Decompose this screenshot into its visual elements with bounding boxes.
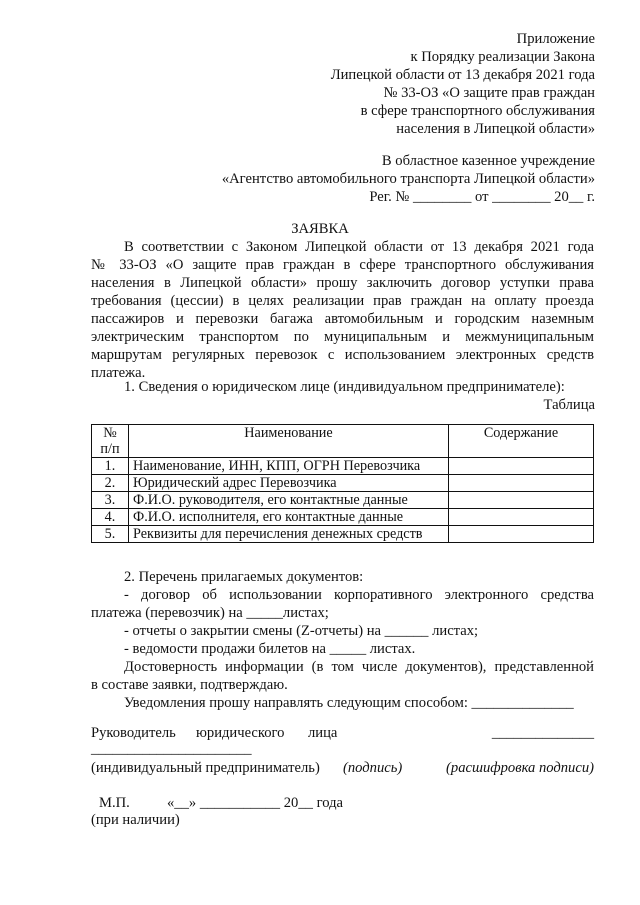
appendix-header: [331, 30, 595, 138]
header-name: Наименование: [129, 425, 449, 458]
signatory-word: лица: [308, 725, 338, 741]
header-line: в сфере транспортного обслуживания: [360, 103, 595, 119]
table-row: [92, 526, 594, 543]
signatory-word: юридического: [196, 725, 285, 741]
header-num: № п/п: [92, 425, 129, 458]
document-item: платежа (перевозчик) на _____листах;: [91, 605, 329, 621]
row-name: Ф.И.О. исполнителя, его контактные данные: [129, 509, 449, 526]
table-label: Таблица: [543, 397, 595, 413]
row-num: 3.: [92, 492, 129, 509]
intro-line: № 33-ОЗ «О защите прав граждан в сфере транспортного обслуживания: [91, 257, 594, 273]
stamp-date: «__» ___________ 20__ года: [167, 795, 343, 811]
row-name: Юридический адрес Перевозчика: [129, 475, 449, 492]
intro-line: маршрутам регулярных перевозок с использованием электронных средств: [91, 347, 594, 363]
row-content[interactable]: [449, 526, 594, 543]
section-1-heading: 1. Сведения о юридическом лице (индивидуальном предпринимателе):: [124, 379, 565, 395]
signatory-word: Руководитель: [91, 725, 176, 741]
registration-line: Рег. № ________ от ________ 20__ г.: [369, 189, 595, 205]
header-line: Липецкой области от 13 декабря 2021 года: [330, 67, 595, 83]
document-item: - договор об использовании корпоративного электронного средства: [124, 587, 594, 603]
document-item: - ведомости продажи билетов на _____ листах.: [124, 641, 416, 657]
header-line: населения в Липецкой области»: [396, 121, 595, 137]
table-row: [92, 509, 594, 526]
intro-line: электрическим транспортом по муниципальным и межмуниципальным: [91, 329, 594, 345]
signatory-role: (индивидуальный предприниматель): [91, 760, 320, 776]
confirmation-line: Достоверность информации (в том числе документов), представленной: [124, 659, 594, 675]
intro-line: пассажиров и перевозки багажа автомобильным и городским наземным: [91, 311, 594, 327]
header-line: № 33-ОЗ «О защите прав граждан: [383, 85, 595, 101]
intro-paragraph: [91, 238, 594, 382]
addressee-line: В областное казенное учреждение: [381, 153, 595, 169]
table-row: [92, 492, 594, 509]
documents-list: [91, 586, 594, 712]
row-content[interactable]: [449, 509, 594, 526]
section-2-heading: 2. Перечень прилагаемых документов:: [124, 569, 364, 585]
header-line: к Порядку реализации Закона: [410, 49, 595, 65]
row-num: 5.: [92, 526, 129, 543]
signature-caption: (подпись): [343, 760, 403, 776]
carrier-info-table: [91, 424, 594, 543]
row-num: 1.: [92, 458, 129, 475]
name-blank: ______________________: [91, 741, 252, 757]
notification-line: Уведомления прошу направлять следующим способом: ______________: [124, 695, 574, 711]
intro-line: требования (цессии) в целях реализации прав граждан на оплату проезда: [91, 293, 594, 309]
addressee-block: [222, 152, 595, 206]
row-num: 4.: [92, 509, 129, 526]
table-row: [92, 475, 594, 492]
document-title: ЗАЯВКА: [291, 221, 349, 237]
row-name: Ф.И.О. руководителя, его контактные данные: [129, 492, 449, 509]
row-content[interactable]: [449, 492, 594, 509]
row-name: Наименование, ИНН, КПП, ОГРН Перевозчика: [129, 458, 449, 475]
intro-line: населения в Липецкой области» прошу заключить договор уступки права: [91, 275, 594, 291]
intro-line: платежа.: [91, 365, 146, 381]
row-content[interactable]: [449, 458, 594, 475]
decode-caption: (расшифровка подписи): [446, 760, 594, 776]
table-row: [92, 458, 594, 475]
stamp-note: (при наличии): [91, 812, 180, 828]
document-item: - отчеты о закрытии смены (Z-отчеты) на ______ листах;: [124, 623, 479, 639]
confirmation-line: в составе заявки, подтверждаю.: [91, 677, 288, 693]
table-header-row: [92, 425, 594, 458]
intro-line: В соответствии с Законом Липецкой области от 13 декабря 2021 года: [124, 239, 594, 255]
header-content: Содержание: [449, 425, 594, 458]
row-content[interactable]: [449, 475, 594, 492]
signature-blank: ______________: [491, 725, 594, 741]
row-name: Реквизиты для перечисления денежных средств: [129, 526, 449, 543]
row-num: 2.: [92, 475, 129, 492]
addressee-line: «Агентство автомобильного транспорта Липецкой области»: [221, 171, 595, 187]
stamp-label: М.П.: [99, 795, 130, 811]
header-line: Приложение: [516, 31, 595, 47]
